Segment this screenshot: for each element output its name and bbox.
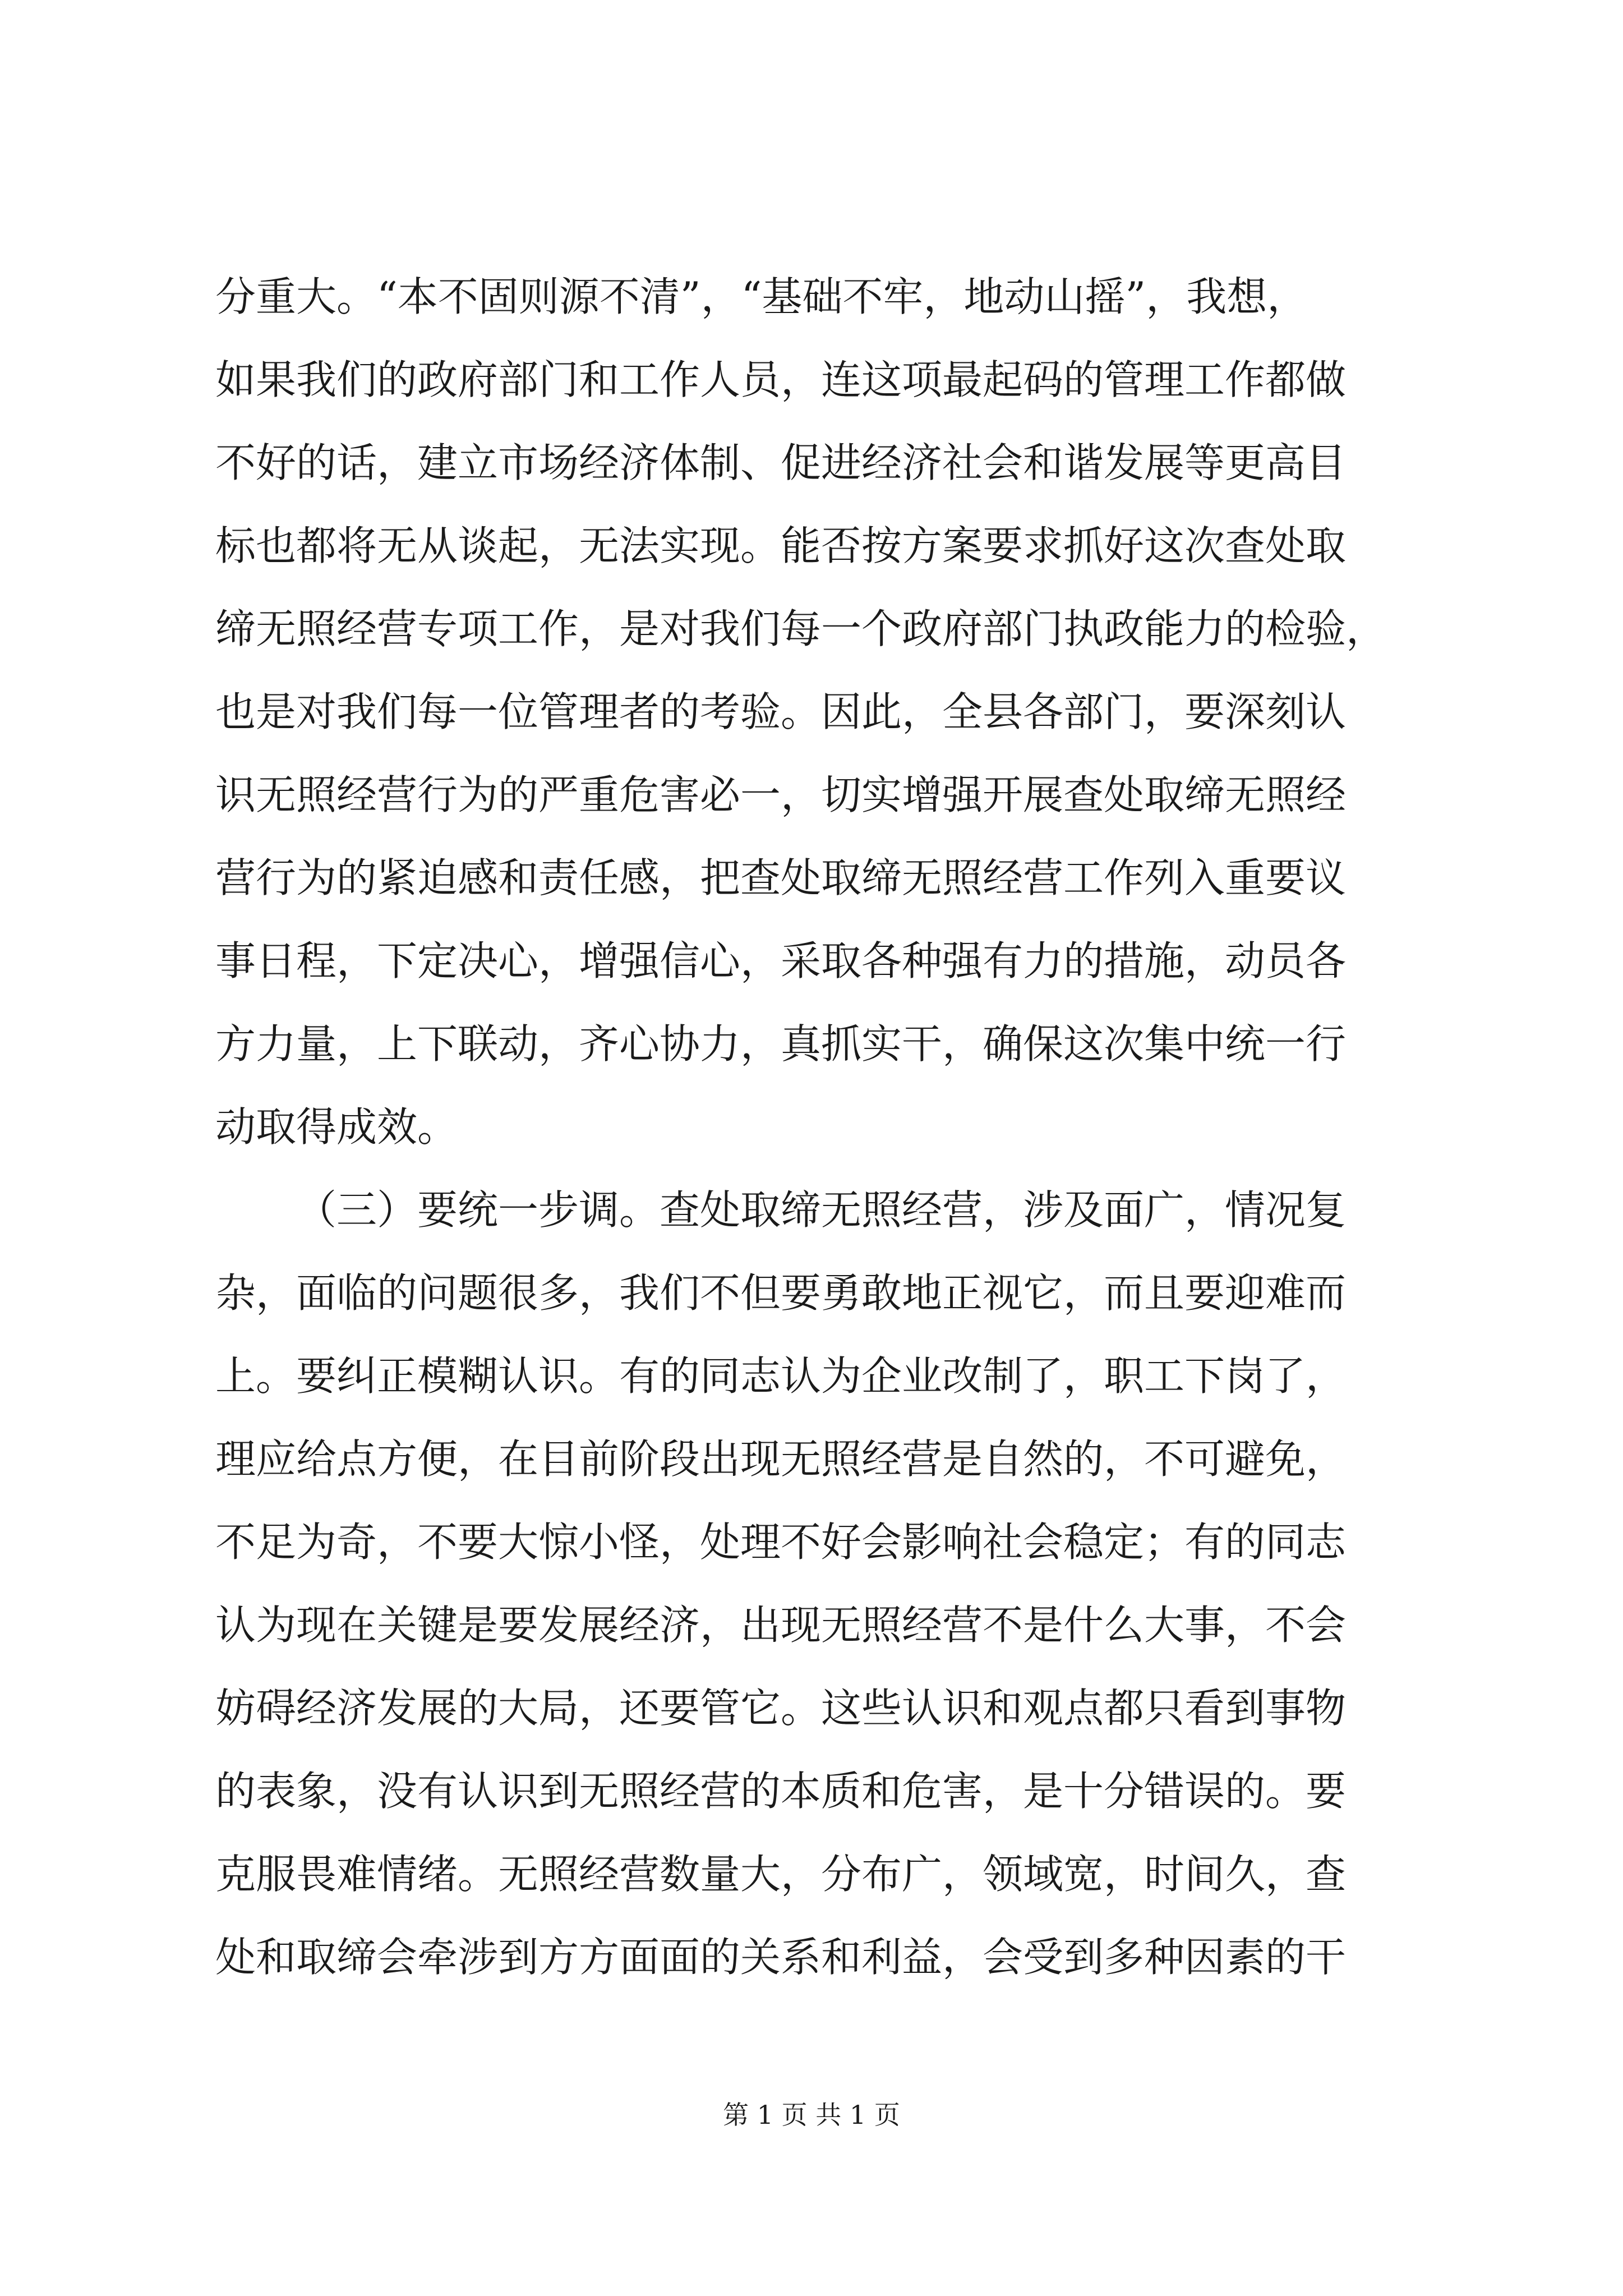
- text-line: 杂，面临的问题很多，我们不但要勇敢地正视它，而且要迎难而: [215, 1269, 1347, 1317]
- text-line: 处和取缔会牵涉到方方面面的关系和利益，会受到多种因素的干: [215, 1934, 1347, 1981]
- text-line: 理应给点方便，在目前阶段出现无照经营是自然的，不可避免，: [215, 1435, 1347, 1483]
- text-line: 妨碍经济发展的大局，还要管它。这些认识和观点都只看到事物: [215, 1685, 1347, 1732]
- text-line: 也是对我们每一位管理者的考验。因此，全县各部门，要深刻认: [215, 688, 1347, 735]
- text-line: 标也都将无从谈起，无法实现。能否按方案要求抓好这次查处取: [215, 522, 1347, 569]
- text-line: 如果我们的政府部门和工作人员，连这项最起码的管理工作都做: [215, 356, 1347, 403]
- text-line: 的表象，没有认识到无照经营的本质和危害，是十分错误的。要: [215, 1768, 1347, 1815]
- text-line: 识无照经营行为的严重危害必一，切实增强开展查处取缔无照经: [215, 771, 1347, 818]
- text-line: 克服畏难情绪。无照经营数量大，分布广，领域宽，时间久，查: [215, 1851, 1347, 1898]
- paragraph-first-line: （三）要统一步调。查处取缔无照经营，涉及面广，情况复: [296, 1186, 1347, 1234]
- text-line: 动取得成效。: [215, 1103, 458, 1151]
- text-line: 分重大。“本不固则源不清”，“基础不牢，地动山摇”，我想，: [215, 273, 1308, 320]
- text-line: 上。要纠正模糊认识。有的同志认为企业改制了，职工下岗了，: [215, 1352, 1347, 1400]
- text-line: 事日程，下定决心，增强信心，采取各种强有力的措施，动员各: [215, 937, 1347, 984]
- text-line: 方力量，上下联动，齐心协力，真抓实干，确保这次集中统一行: [215, 1020, 1347, 1068]
- text-line: 认为现在关键是要发展经济，出现无照经营不是什么大事，不会: [215, 1602, 1347, 1649]
- text-line: 缔无照经营专项工作，是对我们每一个政府部门执政能力的检验，: [215, 605, 1387, 652]
- text-line: 不好的话，建立市场经济体制、促进经济社会和谐发展等更高目: [215, 439, 1347, 486]
- text-line: 营行为的紧迫感和责任感，把查处取缔无照经营工作列入重要议: [215, 854, 1347, 901]
- text-line: 不足为奇，不要大惊小怪，处理不好会影响社会稳定；有的同志: [215, 1519, 1347, 1566]
- page-footer: 第 1 页 共 1 页: [723, 2100, 900, 2130]
